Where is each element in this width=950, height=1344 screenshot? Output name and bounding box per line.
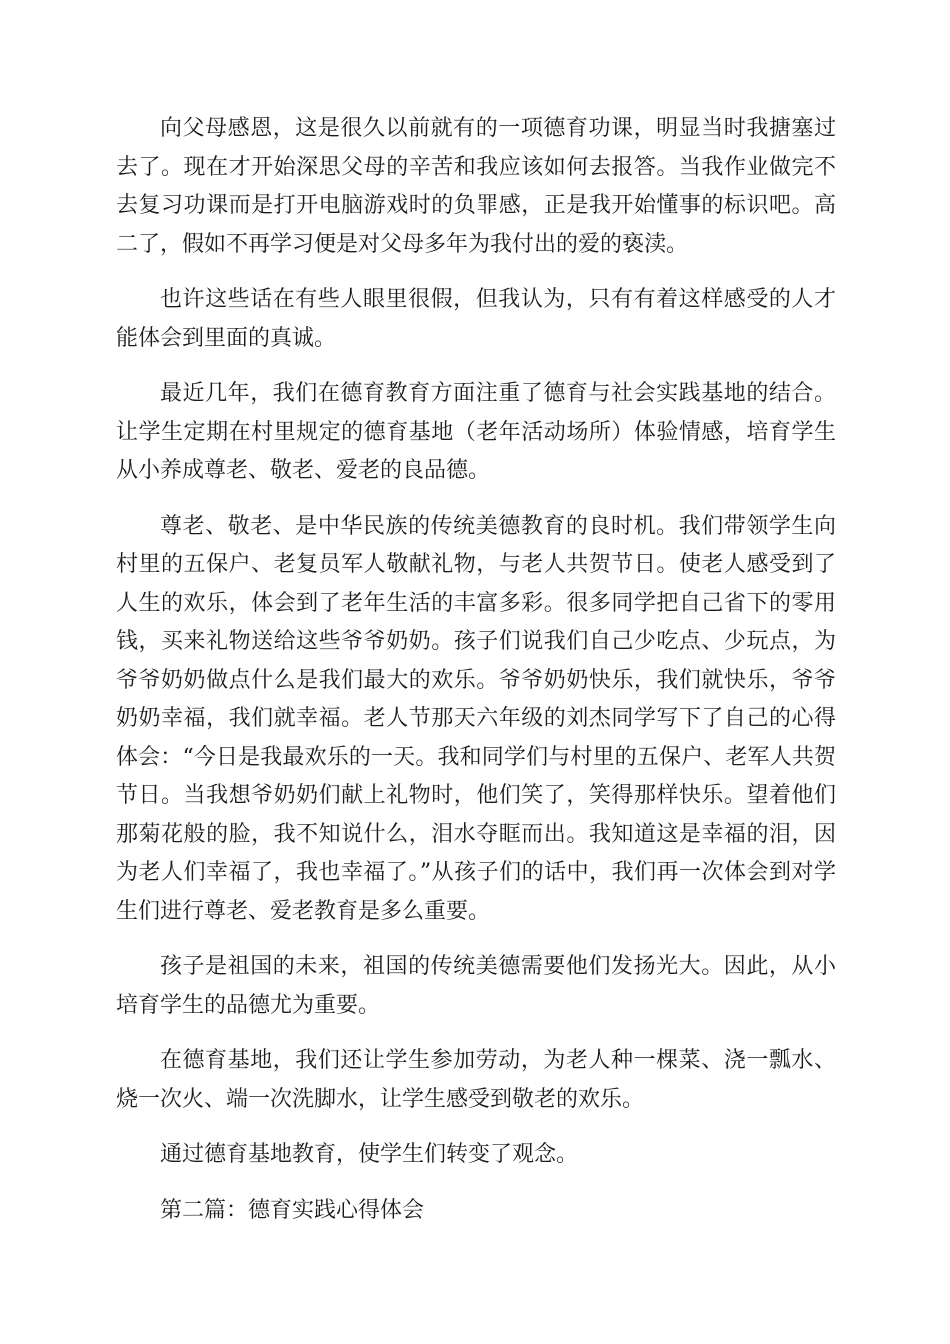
paragraph-labor: 在德育基地，我们还让学生参加劳动，为老人种一棵菜、浇一瓢水、烧一次火、端一次洗脚水，让学生感受到敬老的欢乐。: [116, 1048, 836, 1112]
paragraph-conclusion: 通过德育基地教育，使学生们转变了观念。: [160, 1142, 579, 1167]
paragraph-gratitude: 向父母感恩，这是很久以前就有的一项德育功课，明显当时我搪塞过去了。现在才开始深思父母的辛苦和我应该如何去报答。当我作业做完不去复习功课而是打开电脑游戏时的负罪感，正是我开始懂事的标识吧。高二了，假如不再学习便是对父母多年为我付出的爱的亵渎。: [116, 116, 836, 257]
section-heading: 第二篇：德育实践心得体会: [160, 1197, 425, 1223]
paragraph-sincerity: 也许这些话在有些人眼里很假，但我认为，只有有着这样感受的人才能体会到里面的真诚。: [116, 287, 836, 351]
paragraph-respect-elders: 尊老、敬老、是中华民族的传统美德教育的良时机。我们带领学生向村里的五保户、老复员军人敬献礼物，与老人共贺节日。使老人感受到了人生的欢乐，体会到了老年生活的丰富多彩。很多同学把自己省下的零用钱，买来礼物送给这些爷爷奶奶。孩子们说我们自己少吃点、少玩点，为爷爷奶奶做点什么是我们最大的欢乐。爷爷奶奶快乐，我们就快乐，爷爷奶奶幸福，我们就幸福。老人节那天六年级的刘杰同学写下了自己的心得体会：“今日是我最欢乐的一天。我和同学们与村里的五保户、老军人共贺节日。当我想爷奶奶们献上礼物时，他们笑了，笑得那样快乐。望着他们那菊花般的脸，我不知说什么，泪水夺眶而出。我知道这是幸福的泪，因为老人们幸福了，我也幸福了。”从孩子们的话中，我们再一次体会到对学生们进行尊老、爱老教育是多么重要。: [116, 513, 836, 924]
paragraph-moral-base: 最近几年，我们在德育教育方面注重了德育与社会实践基地的结合。让学生定期在村里规定的德育基地（老年活动场所）体验情感，培育学生从小养成尊老、敬老、爱老的良品德。: [116, 381, 836, 483]
document-page: [116, 110, 836, 1247]
paragraph-future: 孩子是祖国的未来，祖国的传统美德需要他们发扬光大。因此，从小培育学生的品德尤为重要。: [116, 954, 836, 1018]
